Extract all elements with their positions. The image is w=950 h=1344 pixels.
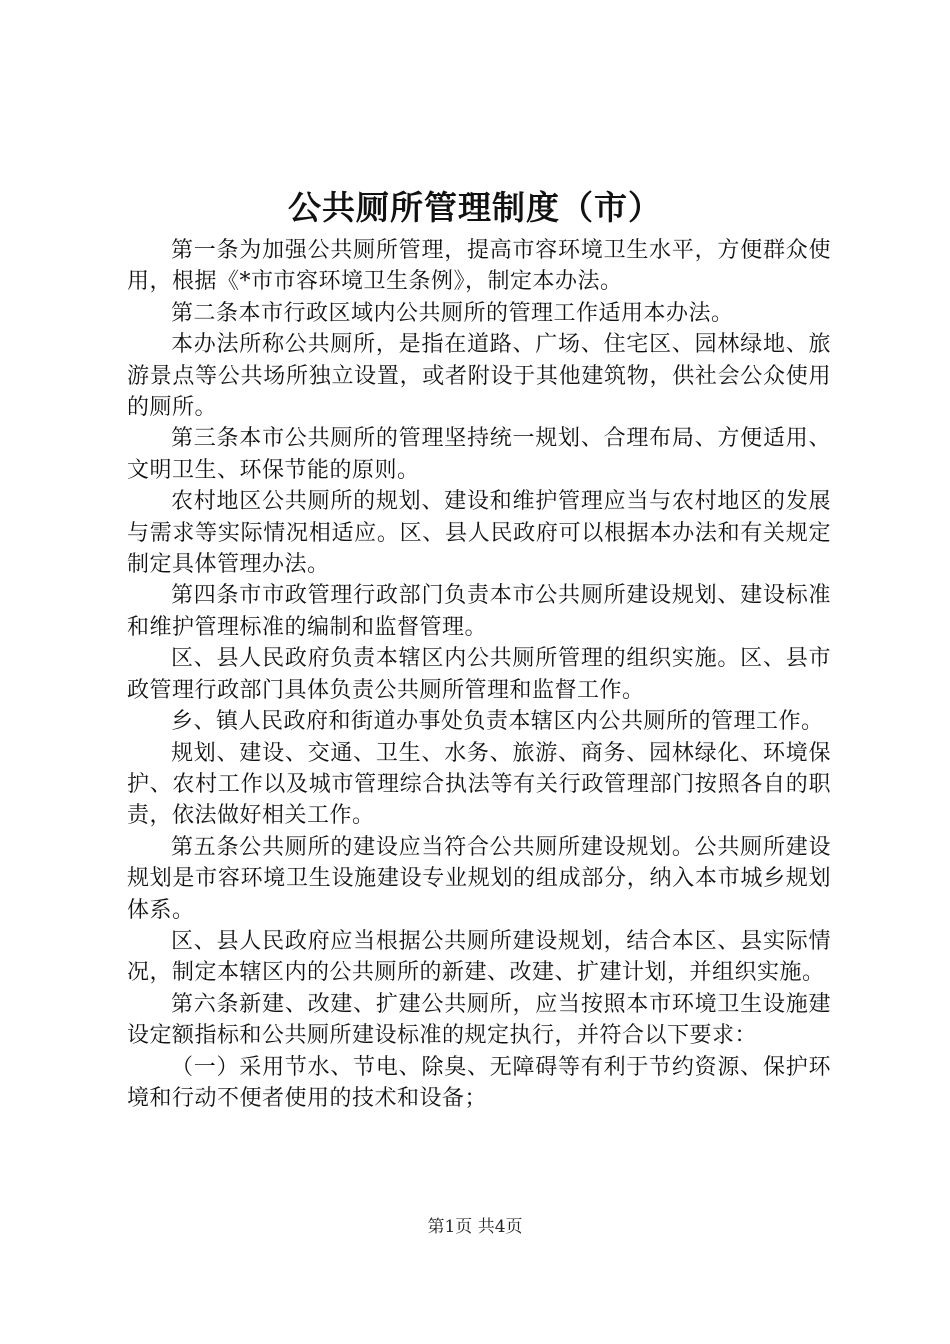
paragraph: （一）采用节水、节电、除臭、无障碍等有利于节约资源、保护环境和行动不便者使用的技术和设备； bbox=[127, 1054, 831, 1111]
paragraph: 规划、建设、交通、卫生、水务、旅游、商务、园林绿化、环境保护、农村工作以及城市管理综合执法等有关行政管理部门按照各自的职责，依法做好相关工作。 bbox=[127, 740, 831, 829]
paragraph: 第六条新建、改建、扩建公共厕所，应当按照本市环境卫生设施建设定额指标和公共厕所建设标准的规定执行，并符合以下要求： bbox=[127, 991, 831, 1049]
paragraph: 第四条市市政管理行政部门负责本市公共厕所建设规划、建设标准和维护管理标准的编制和监督管理。 bbox=[127, 583, 831, 640]
paragraph: 区、县人民政府负责本辖区内公共厕所管理的组织实施。区、县市政管理行政部门具体负责公共厕所管理和监督工作。 bbox=[127, 646, 831, 703]
paragraph: 区、县人民政府应当根据公共厕所建设规划，结合本区、县实际情况，制定本辖区内的公共厕所的新建、改建、扩建计划，并组织实施。 bbox=[127, 928, 831, 986]
paragraph: 第二条本市行政区域内公共厕所的管理工作适用本办法。 bbox=[171, 300, 734, 326]
document-body bbox=[127, 235, 831, 1114]
paragraph: 农村地区公共厕所的规划、建设和维护管理应当与农村地区的发展与需求等实际情况相适应。区、县人民政府可以根据本办法和有关规定制定具体管理办法。 bbox=[127, 489, 831, 578]
paragraph: 第三条本市公共厕所的管理坚持统一规划、合理布局、方便适用、文明卫生、环保节能的原则。 bbox=[127, 426, 831, 483]
paragraph: 第五条公共厕所的建设应当符合公共厕所建设规划。公共厕所建设规划是市容环境卫生设施建设专业规划的组成部分，纳入本市城乡规划体系。 bbox=[127, 834, 831, 923]
paragraph: 第一条为加强公共厕所管理，提高市容环境卫生水平，方便群众使用，根据《*市市容环境卫生条例》，制定本办法。 bbox=[127, 238, 831, 295]
paragraph: 本办法所称公共厕所，是指在道路、广场、住宅区、园林绿地、旅游景点等公共场所独立设置，或者附设于其他建筑物，供社会公众使用的厕所。 bbox=[127, 332, 831, 421]
document-title: 公共厕所管理制度（市） bbox=[288, 188, 662, 227]
page-number-footer: 第1页 共4页 bbox=[427, 1217, 523, 1237]
paragraph: 乡、镇人民政府和街道办事处负责本辖区内公共厕所的管理工作。 bbox=[171, 709, 824, 735]
